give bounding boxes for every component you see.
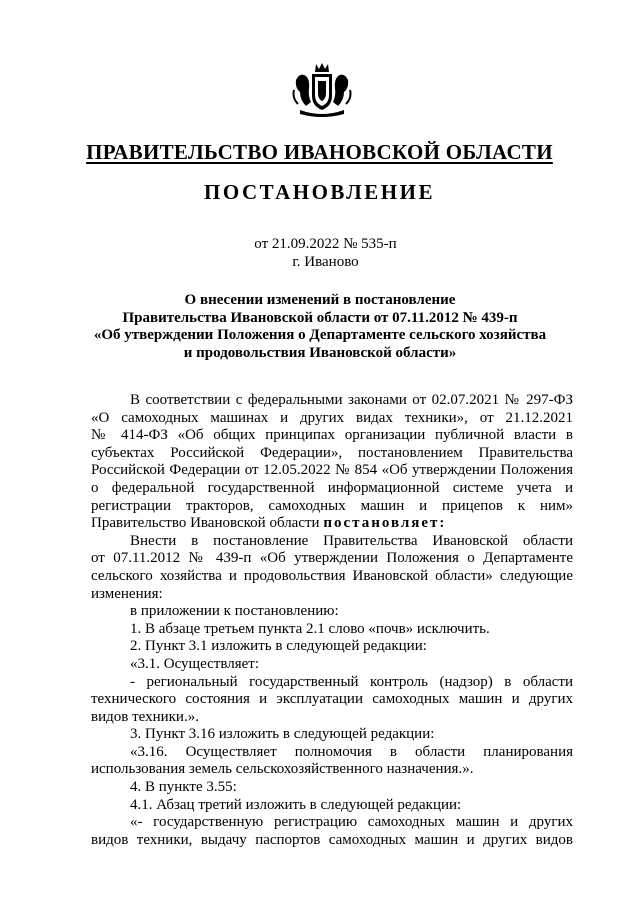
text-line: регистрации тракторов, самоходных машин и прицепов к ним» <box>91 497 573 514</box>
text-line: видов техники, выдачу паспортов самоходных машин и других видов <box>91 831 573 848</box>
paragraph: «3.1. Осуществляет: <box>130 655 259 672</box>
subject-line: О внесении изменений в постановление <box>184 292 456 308</box>
text-line: «- государственную регистрацию самоходных машин и других <box>130 814 573 831</box>
paragraph: 3. Пункт 3.16 изложить в следующей редакции: <box>130 726 435 743</box>
organization-title: ПРАВИТЕЛЬСТВО ИВАНОВСКОЙ ОБЛАСТИ <box>86 140 553 164</box>
paragraph <box>91 744 573 779</box>
text-line: субъектах Российской Федерации», постановлением Правительства <box>91 444 573 461</box>
text-line: Российской Федерации от 12.05.2022 № 854 «Об утверждении Положения <box>91 462 573 479</box>
text-line: изменения: <box>91 585 163 602</box>
text-line: «О самоходных машинах и других видах техники», от 21.12.2021 <box>91 409 573 426</box>
text-line: использования земель сельскохозяйственного назначения.». <box>91 761 474 778</box>
text-fragment: Правительство Ивановской области <box>91 515 324 532</box>
paragraph: 4. В пункте 3.55: <box>130 779 237 796</box>
paragraph: 2. Пункт 3.1 изложить в следующей редакции: <box>130 638 427 655</box>
paragraph <box>91 674 573 727</box>
text-line: от 07.11.2012 № 439-п «Об утверждении Положения о Департаменте <box>91 550 573 567</box>
coat-of-arms-icon <box>292 62 352 120</box>
resolves-word: постановляет: <box>323 515 447 532</box>
paragraph <box>91 814 573 849</box>
document-city: г. Иваново <box>292 254 359 270</box>
document-body <box>91 392 573 849</box>
document-subject <box>90 292 550 362</box>
paragraph: 1. В абзаце третьем пункта 2.1 слово «почв» исключить. <box>130 620 490 637</box>
text-line: В соответствии с федеральными законами от 02.07.2021 № 297-ФЗ <box>130 392 573 408</box>
text-line: о федеральной государственной информационной системе учета и <box>91 479 573 496</box>
paragraph: 4.1. Абзац третий изложить в следующей редакции: <box>130 796 462 813</box>
subject-line: «Об утверждении Положения о Департаменте сельского хозяйства <box>93 327 547 343</box>
text-line: технического состояния и эксплуатации самоходных машин и других <box>91 691 573 708</box>
text-line: № 414-ФЗ «Об общих принципах организации публичной власти в <box>91 427 573 444</box>
paragraph-amend <box>91 533 573 603</box>
text-line <box>91 515 573 533</box>
subject-line: Правительства Ивановской области от 07.11.2012 № 439-п <box>122 309 518 326</box>
text-line: Внести в постановление Правительства Ивановской области <box>130 532 573 549</box>
text-line: видов техники.». <box>91 708 199 725</box>
document-date-number: от 21.09.2022 № 535-п <box>254 236 397 252</box>
document-type: ПОСТАНОВЛЕНИЕ <box>204 180 435 204</box>
text-line: сельского хозяйства и продовольствия Ивановской области» следующие <box>91 567 573 584</box>
text-line: - региональный государственный контроль (надзор) в области <box>130 673 573 690</box>
paragraph: в приложении к постановлению: <box>130 603 339 620</box>
text-line: «3.16. Осуществляет полномочия в области планирования <box>130 743 573 760</box>
paragraph-preamble <box>91 392 573 533</box>
subject-line: и продовольствия Ивановской области» <box>183 344 457 361</box>
